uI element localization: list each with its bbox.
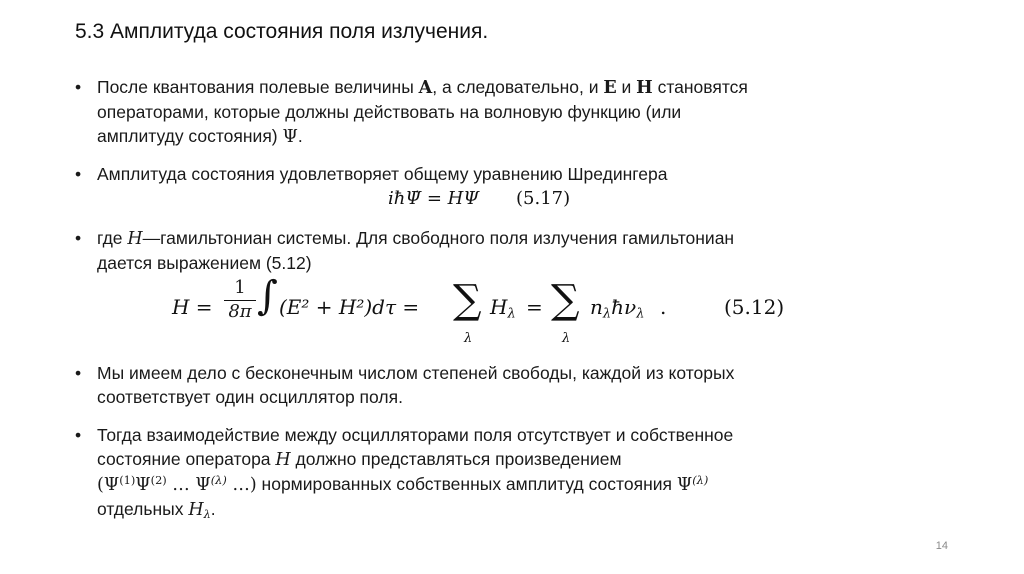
term-subscript: λ (602, 306, 612, 322)
summation-term (590, 295, 645, 322)
slide-title: 5.3 Амплитуда состояния поля излучения. (75, 20, 489, 43)
superscript: (1) (119, 472, 136, 487)
text-fragment: Ψ (135, 475, 151, 495)
bullet-line (97, 75, 897, 100)
bullet-line: соответствует один осциллятор поля. (97, 387, 403, 407)
text-fragment: (Ψ (97, 475, 120, 495)
product-expression (97, 472, 257, 495)
bullet-quantization (75, 75, 905, 153)
superscript: (2) (150, 472, 167, 487)
bullet-text (97, 423, 897, 522)
text-fragment: …) (226, 475, 257, 495)
summation-sign: ∑ (453, 277, 482, 323)
bullet-text (97, 361, 897, 409)
text-fragment: должно представляться произведением (290, 449, 622, 469)
text-fragment: где (97, 228, 128, 248)
fraction-denominator: 8π (228, 301, 252, 322)
term-symbol: ħν (611, 295, 637, 319)
bullet-line (97, 497, 897, 522)
page-number: 14 (935, 540, 948, 552)
bullet-text (97, 162, 897, 186)
bullet-hamiltonian (75, 226, 905, 274)
fraction-numerator: 1 (234, 277, 246, 298)
bullet-line: операторами, которые должны действовать на волновую функцию (или (97, 102, 682, 122)
bullet-line (97, 472, 897, 497)
bullet-marker: • (75, 228, 82, 248)
bullet-marker: • (75, 363, 82, 383)
electric-field-symbol: E (603, 78, 617, 98)
bullet-line: Тогда взаимодействие между осцилляторами поля отсутствует и собственное (97, 425, 734, 445)
text-fragment: … Ψ (166, 475, 211, 495)
equation-number: (5.12) (724, 295, 785, 319)
text-fragment: После квантования полевые величины (97, 77, 419, 97)
bullet-line (97, 124, 897, 149)
vector-potential-symbol: A (418, 78, 433, 98)
term-subscript: λ (636, 306, 645, 322)
bullet-text (97, 75, 897, 149)
equals-sign: = (526, 295, 543, 319)
bullet-degrees-of-freedom (75, 361, 905, 409)
summation-index: λ (562, 331, 571, 346)
bullet-text (97, 226, 897, 275)
schrodinger-equation: iħΨ̇ = HΨ (388, 188, 480, 209)
bullet-line (97, 226, 897, 251)
summation-sign: ∑ (551, 277, 580, 323)
term-symbol: H (490, 295, 508, 319)
bullet-line: Амплитуда состояния удовлетворяет общему уравнению Шредингера (97, 164, 668, 184)
term-subscript: λ (203, 506, 211, 521)
bullet-line: дается выражением (5.12) (97, 253, 312, 273)
text-fragment: отдельных (97, 499, 189, 519)
bullet-marker: • (75, 425, 82, 445)
text-fragment: —гамильтониан системы. Для свободного поля излучения гамильтониан (142, 228, 735, 248)
superscript: (λ) (692, 472, 709, 487)
fraction (224, 277, 256, 323)
term-subscript: λ (507, 306, 516, 322)
equation-period: . (660, 295, 667, 319)
text-fragment: амплитуду состояния) (97, 126, 283, 146)
text-fragment: , а следовательно, и (432, 77, 604, 97)
hamiltonian-symbol: H (188, 500, 204, 520)
text-fragment: становятся (652, 77, 748, 97)
text-fragment: . (297, 126, 303, 146)
equation-lhs: H = (172, 295, 213, 319)
term-symbol: n (590, 295, 603, 319)
psi-symbol: Ψ (676, 475, 693, 495)
equation-number: (5.17) (516, 188, 571, 209)
text-fragment: . (210, 499, 216, 519)
hamiltonian-symbol: H (127, 229, 143, 249)
bullet-eigenstate (75, 423, 905, 523)
bullet-marker: • (75, 77, 82, 97)
summation-index: λ (464, 331, 473, 346)
psi-symbol: Ψ (282, 127, 298, 147)
bullet-line (97, 447, 897, 472)
bullet-schrodinger (75, 162, 905, 186)
magnetic-field-symbol: H (636, 78, 653, 98)
text-fragment: нормированных собственных амплитуд состояния (256, 474, 677, 494)
text-fragment: состояние оператора (97, 449, 276, 469)
integrand: (E² + H²)dτ = (279, 295, 420, 319)
superscript: (λ) (210, 472, 227, 487)
text-fragment: и (616, 77, 637, 97)
bullet-marker: • (75, 164, 82, 184)
bullet-line: Мы имеем дело с бесконечным числом степеней свободы, каждой из которых (97, 363, 735, 383)
integral-sign: ∫ (257, 273, 278, 319)
hamiltonian-symbol: H (275, 450, 291, 470)
summation-term (490, 295, 516, 322)
